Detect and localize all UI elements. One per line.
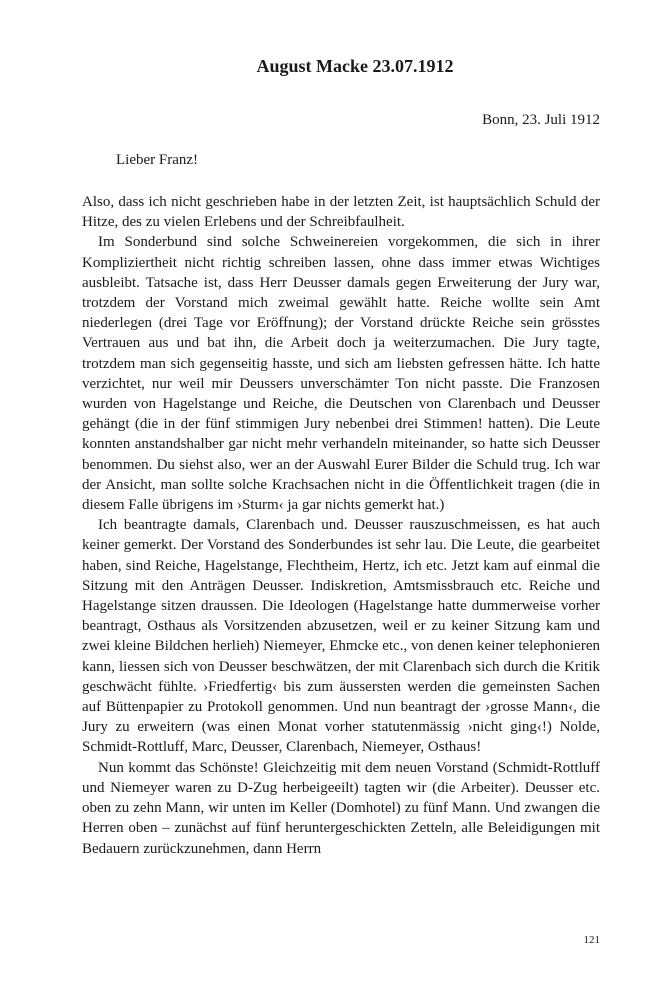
letter-dateline: Bonn, 23. Juli 1912 bbox=[482, 112, 600, 128]
page-number: 121 bbox=[583, 934, 600, 946]
paragraph-2: Im Sonderbund sind solche Schweinereien vorgekommen, die sich in ihrer Kompliziertheit nicht richtig schreiben lassen, ohne dass immer etwas Wichtiges ausbleibt. Tatsache ist, dass Herr Deusser damals gegen Erweiterung der Jury war, trotzdem der Vorstand mich zweimal gewählt hatte. Reiche wollte sein Amt niederlegen (drei Tage vor Eröffnung); der Vorstand drückte Reiche sein grösstes Vertrauen aus und bat ihn, die Arbeit doch ja weiterzumachen. Die Jury tagte, trotzdem man sich gegenseitig hasste, und sich am liebsten gefressen hätte. Ich hatte verzichtet, nur weil mir Deussers unverschämter Ton nicht passte. Die Franzosen wurden von Hagelstange und Reiche, die Deutschen von Clarenbach und Deusser gehängt (die in der fünf stimmigen Jury nebenbei drei Stimmen! hatten). Die Leute konnten anstandshalber gar nicht mehr verhandeln miteinander, so hatte sich Deusser benommen. Du siehst also, wer an der Auswahl Eurer Bilder die Schuld trug. Ich war der Ansicht, man sollte solche Krachsachen nicht in die Öffentlichkeit tragen (die in diesem Falle übrigens im ›Sturm‹ ja gar nichts gemerkt hat.) bbox=[82, 234, 600, 514]
letter-page bbox=[82, 54, 600, 859]
letter-salutation: Lieber Franz! bbox=[116, 152, 199, 168]
letter-title: August Macke 23.07.1912 bbox=[256, 56, 454, 76]
paragraph-3: Ich beantragte damals, Clarenbach und. Deusser rauszuschmeissen, es hat auch keiner gemerkt. Der Vorstand des Sonderbundes ist sehr lau. Die Leute, die gearbeitet haben, sind Reiche, Hagelstange, Flechtheim, Hertz, ich etc. Jetzt kam auf einmal die Sitzung mit den Anträgen Deusser. Indiskretion, Amtsmissbrauch etc. Reiche und Hagelstange sitzen draussen. Die Ideologen (Hagelstange hatte dummerweise vorher beantragt, Osthaus als Vorsitzenden abzusetzen, weil er zu keiner Sitzung kam und zwei kleine Bildchen herlieh) Niemeyer, Ehmcke etc., von denen keiner telephonieren kann, liessen sich von Deusser beschwätzen, der mit Clarenbach sich durch die Kritik geschwächt fühlte. ›Friedfertig‹ bis zum äussersten werden die gemeinsten Sachen auf Büttenpapier zu Protokoll genommen. Und nun beantragt der ›grosse Mann‹, die Jury zu erweitern (was einen Monat vorher statutenmässig ›nicht ging‹!) Nolde, Schmidt-Rottluff, Marc, Deusser, Clarenbach, Niemeyer, Osthaus! bbox=[82, 517, 600, 756]
paragraph-1: Also, dass ich nicht geschrieben habe in der letzten Zeit, ist hauptsächlich Schuld der Hitze, des zu vielen Erlebens und der Schreibfaulheit. bbox=[82, 194, 600, 231]
letter-body bbox=[82, 192, 600, 859]
paragraph-4: Nun kommt das Schönste! Gleichzeitig mit dem neuen Vorstand (Schmidt-Rottluff und Niemeyer waren zu D-Zug herbeigeeilt) tagten wir (die Arbeiter). Deusser etc. oben zu zehn Mann, wir unten im Keller (Domhotel) zu fünf Mann. Und zwangen die Herren oben – zunächst auf fünf heruntergeschickten Zetteln, alle Beleidigungen mit Bedauern zurückzunehmen, dann Herrn bbox=[82, 759, 600, 857]
